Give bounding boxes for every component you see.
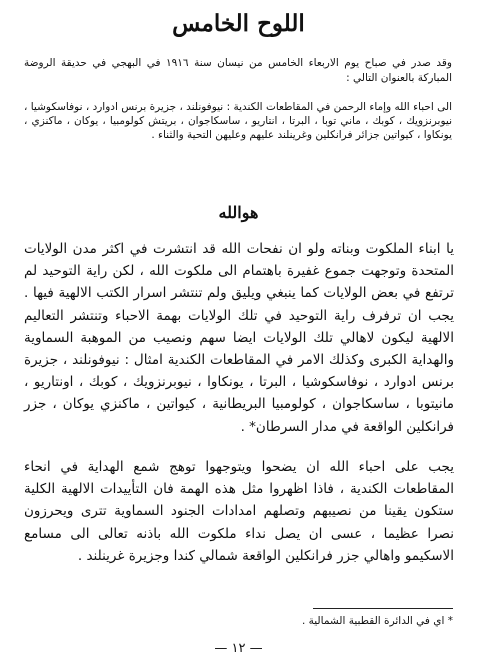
recipients-paragraph: الى احباء الله وإماء الرحمن في المقاطعات الكندية : نيوفونلند ، جزيرة برنس ادوارد ، نوفاسكوشيا ، نيوبرنزويك ، كوبك ، ماني توبا ، البرتا ، انتاريو ، ساسكاجوان ، بريتش كولومبيا ، يوكان ، ماكنزي ، يونكاوا ، كيواتين جزائر فرانكلين وغرينلند عليهم وعليهن التحية والثناء . bbox=[24, 101, 452, 142]
recipients-address bbox=[24, 100, 452, 143]
page-number: — ١٢ — bbox=[214, 641, 263, 656]
body-paragraph-1 bbox=[24, 238, 454, 438]
intro-text bbox=[24, 56, 452, 86]
paragraph-1-text: يا ابناء الملكوت وبناته ولو ان نفحات الله قد انتشرت في اكثر مدن الولايات المتحدة وتوجهت جموع غفيرة باهتمام الى ملكوت الله ، لكن راية التوحيد لم ترتفع في بعض الولايات كما ينبغي ويليق ولم تنتشر اسرار الكتب الالهية فيها . يجب ان ترفرف راية التوحيد في تلك الولايات بهمة الاحباء وتنتشر التعاليم الالهية ليكون لاهالي تلك الولايات ايضا سهم ونصيب من الموهبة السماوية والهداية الكبرى وكذلك الامر في المقاطعات الكندية امثال : نيوفونلند ، جزيرة برنس ادوارد ، نوفاسكوشيا ، البرتا ، يونكاوا ، نيوبرنزويك ، كوبك ، اونتاريو ، مانيتوبا ، ساسكاجوان ، كولومبيا البريطانية ، كيواتين ، ماكنزي يوكان ، جزر فرانكلين الواقعة في مدار السرطان* . bbox=[24, 241, 454, 435]
invocation-heading: هوالله bbox=[218, 203, 259, 222]
body-paragraph-2 bbox=[24, 456, 454, 567]
footnote-divider bbox=[313, 608, 453, 609]
paragraph-2-text: يجب على احباء الله ان يضحوا ويتوجهوا توهج شمع الهداية في انحاء المقاطعات الكندية ، فاذا اظهروا مثل هذه الهمة فان التأييدات الالهية الكلية ستكون يقينا من نصيبهم وتصلهم امدادات الجنود السماوية تترى ويحرزون نصرا عظيما ، عسى ان يصل نداء ملكوت الله باذنه تعالى الى مسامع الاسكيمو واهالي جزر فرانكلين الواقعة شمالي كندا وجزيرة غرينلند . bbox=[24, 459, 454, 564]
intro-paragraph: وقد صدر في صباح يوم الاربعاء الخامس من نيسان سنة ١٩١٦ في البهجي في حديقة الروضة المباركة بالعنوان التالي : bbox=[24, 57, 452, 84]
footnote: * اي في الدائرة القطبية الشمالية . bbox=[301, 615, 453, 627]
tablet-title: اللوح الخامس bbox=[172, 10, 305, 37]
